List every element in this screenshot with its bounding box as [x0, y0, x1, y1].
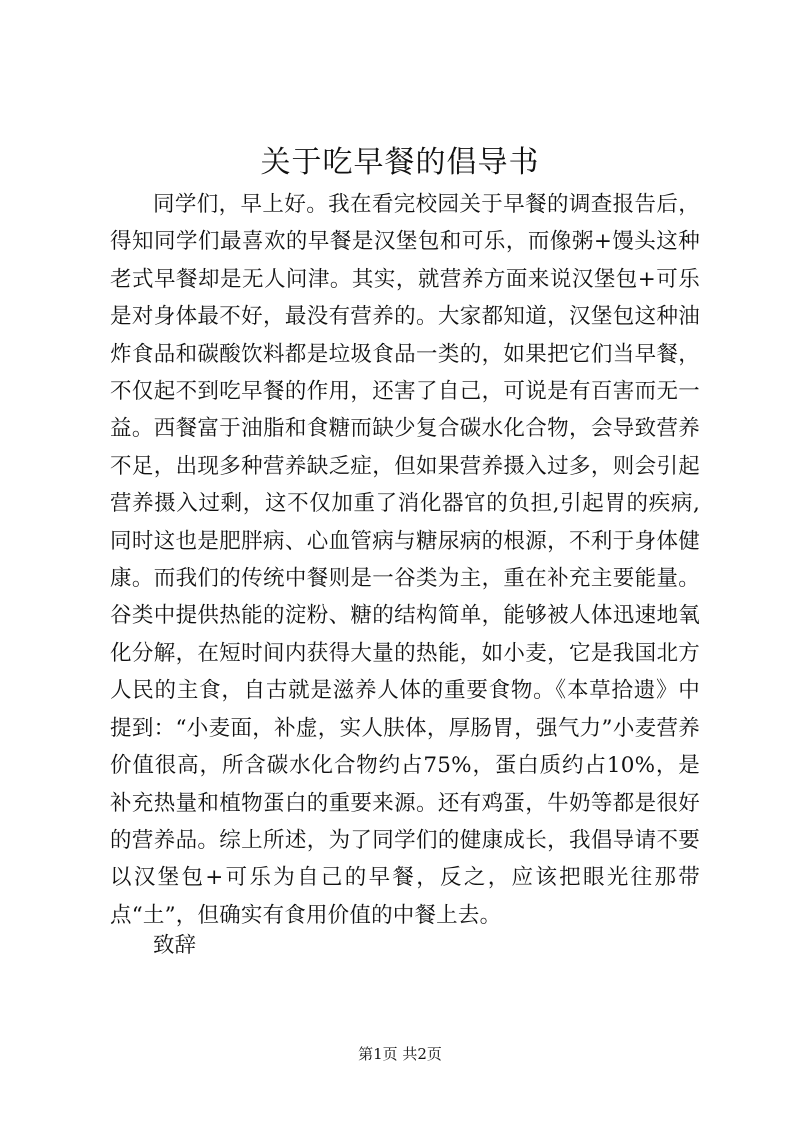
page-footer: 第1页 共2页	[358, 1045, 442, 1063]
body-paragraph: 同学们，早上好。我在看完校园关于早餐的调查报告后，得知同学们最喜欢的早餐是汉堡包和可乐，而像粥+馒头这种老式早餐却是无人问津。其实，就营养方面来说汉堡包+可乐是对身体最不好，最没有营养的。大家都知道，汉堡包这种油炸食品和碳酸饮料都是垃圾食品一类的，如果把它们当早餐，不仅起不到吃早餐的作用，还害了自己，可说是有百害而无一益。西餐富于油脂和食糖而缺少复合碳水化合物，会导致营养不足，出现多种营养缺乏症，但如果营养摄入过多，则会引起营养摄入过剩，这不仅加重了消化器官的负担,引起胃的疾病,同时这也是肥胖病、心血管病与糖尿病的根源，不利于身体健康。而我们的传统中餐则是一谷类为主，重在补充主要能量。谷类中提供热能的淀粉、糖的结构简单，能够被人体迅速地氧化分解，在短时间内获得大量的热能，如小麦，它是我国北方人民的主食，自古就是滋养人体的重要食物。《本草拾遗》中提到：“小麦面，补虚，实人肤体，厚肠胃，强气力”小麦营养价值很高，所含碳水化合物约占75%，蛋白质约占10%，是补充热量和植物蛋白的重要来源。还有鸡蛋，牛奶等都是很好的营养品。综上所述，为了同学们的健康成长，我倡导请不要以汉堡包+可乐为自己的早餐，反之，应该把眼光往那带点“土”，但确实有食用价值的中餐上去。	[110, 192, 700, 928]
closing-text: 致辞	[153, 933, 197, 958]
document-title: 关于吃早餐的倡导书	[260, 145, 540, 180]
